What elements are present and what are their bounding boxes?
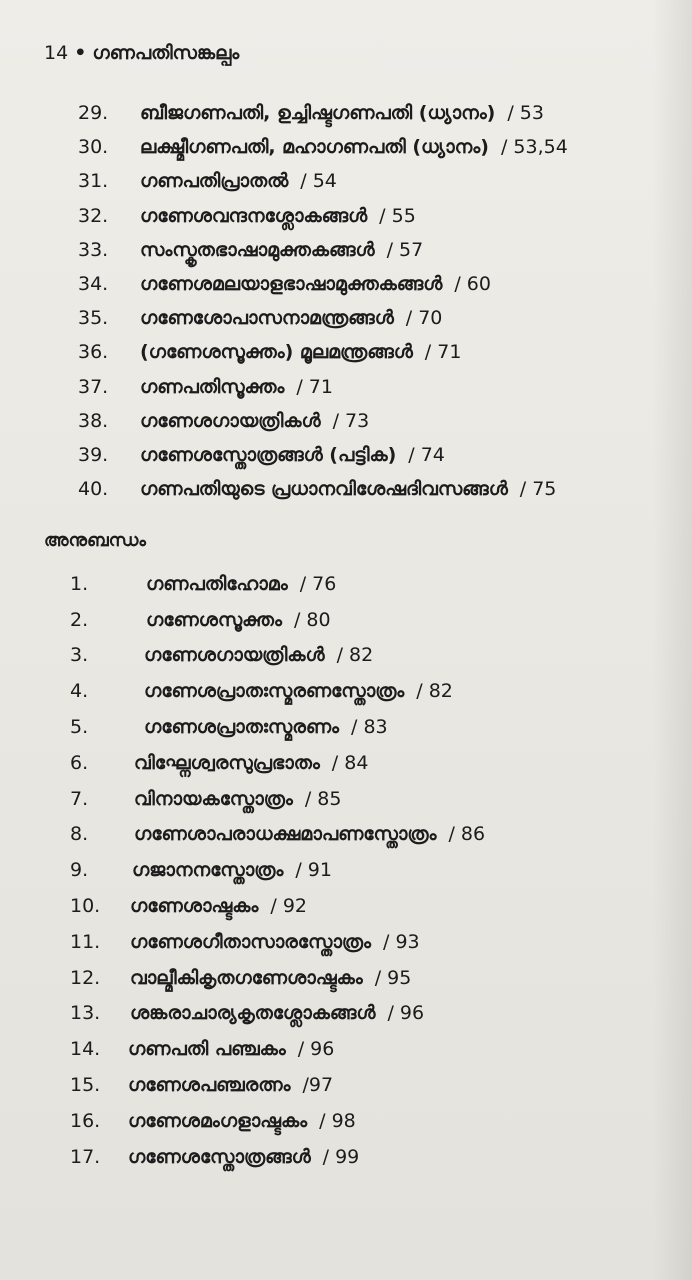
entry-number: 39.: [78, 443, 109, 466]
entry-page: / 80: [293, 608, 331, 631]
entry-number: 4.: [70, 680, 89, 703]
entry-page: / 99: [322, 1145, 360, 1168]
entry-number: 37.: [78, 375, 109, 398]
entry-title: ഗണപതിപ്രാതൽ: [140, 170, 289, 193]
entry-page: / 82: [416, 680, 453, 703]
entry-number: 31.: [78, 170, 109, 193]
entry-title: ഗണേശസൂക്തം: [146, 608, 282, 631]
entry-title: വിനായകസ്തോത്രം: [134, 787, 293, 810]
entry-number: 11.: [70, 930, 101, 953]
entry-page: / 96: [297, 1038, 335, 1061]
toc-entry: [0, 370, 692, 404]
appendix-entry: [0, 888, 692, 924]
entry-title: ഗണേശപ്രാതഃസ്മരണം: [144, 716, 340, 739]
appendix-entry: [0, 673, 692, 709]
appendix-entry: [0, 1031, 692, 1067]
appendix-entry: [0, 996, 692, 1032]
entry-title: ഗണേശോപാസനാമന്ത്രങ്ങൾ: [140, 307, 394, 330]
entry-page: /97: [302, 1074, 334, 1097]
entry-page: / 71: [424, 341, 462, 364]
toc-list: [0, 96, 692, 506]
toc-entry: [0, 267, 692, 301]
appendix-entry: [0, 745, 692, 781]
entry-page: / 70: [405, 307, 443, 330]
entry-page: / 76: [299, 572, 337, 595]
appendix-entry: [0, 709, 692, 745]
entry-title: ഗണേശഗായത്രികൾ: [144, 644, 325, 667]
entry-number: 6.: [70, 751, 89, 774]
entry-title: ഗണേശപ്രാതഃസ്മരണസ്തോത്രം: [144, 680, 405, 703]
entry-page: / 95: [374, 966, 412, 989]
entry-number: 36.: [78, 341, 109, 364]
entry-number: 9.: [70, 859, 89, 882]
appendix-entry: [0, 638, 692, 674]
entry-title: സംസ്കൃതഭാഷാമുക്തകങ്ങൾ: [140, 238, 375, 261]
appendix-heading: അനുബന്ധം: [44, 530, 146, 551]
page-edge-shadow: [652, 0, 692, 1280]
entry-number: 10.: [70, 895, 101, 918]
entry-page: / 57: [386, 238, 424, 261]
entry-number: 13.: [70, 1002, 101, 1025]
entry-number: 2.: [70, 608, 89, 631]
entry-page: / 60: [454, 273, 491, 296]
toc-entry: [0, 472, 692, 506]
page-header: [44, 42, 239, 64]
toc-entry: [0, 164, 692, 198]
appendix-entry: [0, 1139, 692, 1175]
entry-number: 15.: [70, 1074, 101, 1097]
entry-page: / 85: [304, 787, 342, 810]
entry-title: ഗണേശഗീതാസാരസ്തോത്രം: [130, 930, 371, 953]
appendix-list: [0, 566, 692, 1175]
appendix-entry: [0, 566, 692, 602]
entry-page: / 82: [336, 644, 374, 667]
appendix-entry: [0, 781, 692, 817]
entry-page: / 74: [408, 443, 445, 466]
entry-page: / 84: [331, 751, 369, 774]
entry-number: 17.: [70, 1145, 101, 1168]
appendix-entry: [0, 852, 692, 888]
entry-number: 1.: [70, 572, 89, 595]
entry-page: / 75: [519, 478, 557, 501]
toc-entry: [0, 199, 692, 233]
entry-page: / 53,54: [500, 136, 568, 159]
entry-page: / 53: [507, 102, 544, 125]
entry-title: ഗണപതിഹോമം: [146, 572, 288, 595]
page-number: 14: [44, 42, 69, 64]
entry-title: വാല്മീകികൃതഗണേശാഷ്ടകം: [130, 966, 363, 989]
entry-page: / 91: [295, 859, 332, 882]
entry-title: ഗണപതി പഞ്ചകം: [128, 1038, 286, 1061]
entry-title: ഗണേശസ്തോത്രങ്ങൾ: [128, 1145, 311, 1168]
entry-number: 8.: [70, 823, 89, 846]
entry-page: / 54: [300, 170, 337, 193]
entry-number: 30.: [78, 136, 109, 159]
entry-number: 34.: [78, 273, 109, 296]
entry-page: / 86: [448, 823, 486, 846]
entry-number: 40.: [78, 478, 109, 501]
entry-number: 16.: [70, 1109, 101, 1132]
entry-page: / 73: [332, 409, 370, 432]
entry-title: ഗണേശമംഗളാഷ്ടകം: [128, 1109, 308, 1132]
toc-entry: [0, 438, 692, 472]
toc-entry: [0, 335, 692, 369]
entry-page: / 96: [387, 1002, 425, 1025]
entry-number: 5.: [70, 716, 89, 739]
entry-number: 35.: [78, 307, 109, 330]
entry-title: ലക്ഷ്മീഗണപതി, മഹാഗണപതി (ധ്യാനം): [140, 136, 489, 159]
entry-title: ബീജഗണപതി, ഉച്ചിഷ്ടഗണപതി (ധ്യാനം): [140, 102, 496, 125]
entry-title: ഗണേശാപരാധക്ഷമാപണസ്തോത്രം: [134, 823, 437, 846]
appendix-entry: [0, 602, 692, 638]
entry-number: 38.: [78, 409, 109, 432]
entry-number: 3.: [70, 644, 89, 667]
entry-number: 12.: [70, 966, 101, 989]
toc-entry: [0, 130, 692, 164]
entry-number: 14.: [70, 1038, 101, 1061]
toc-entry: [0, 404, 692, 438]
entry-number: 29.: [78, 102, 109, 125]
entry-title: വിഘ്നേശ്വരസുപ്രഭാതം: [134, 751, 320, 774]
entry-number: 7.: [70, 787, 89, 810]
entry-page: / 71: [296, 375, 333, 398]
appendix-entry: [0, 817, 692, 853]
toc-entry: [0, 233, 692, 267]
entry-page: / 98: [319, 1109, 356, 1132]
entry-number: 32.: [78, 204, 109, 227]
appendix-entry: [0, 924, 692, 960]
entry-title: ഗണേശഗായത്രികൾ: [140, 409, 321, 432]
appendix-entry: [0, 960, 692, 996]
entry-title: ഗണേശവന്ദനശ്ലോകങ്ങൾ: [140, 204, 368, 227]
toc-entry: [0, 301, 692, 335]
entry-title: (ഗണേശസൂക്തം) മൂലമന്ത്രങ്ങൾ: [140, 341, 413, 364]
entry-title: ഗണേശസ്തോത്രങ്ങൾ (പട്ടിക): [140, 443, 397, 466]
toc-entry: [0, 96, 692, 130]
book-title: ഗണപതിസങ്കല്പം: [92, 42, 240, 64]
entry-page: / 55: [379, 204, 416, 227]
entry-title: ഗണേശപഞ്ചരത്നം: [128, 1074, 291, 1097]
entry-title: ഗണപതിസൂക്തം: [140, 375, 285, 398]
entry-title: ഗണപതിയുടെ പ്രധാനവിശേഷദിവസങ്ങൾ: [140, 478, 508, 501]
entry-number: 33.: [78, 238, 109, 261]
entry-title: ഗജാനനസ്തോത്രം: [132, 859, 284, 882]
entry-page: / 83: [351, 716, 388, 739]
appendix-entry: [0, 1067, 692, 1103]
header-separator: •: [74, 42, 87, 64]
entry-page: / 93: [383, 930, 420, 953]
entry-title: ഗണേശാഷ്ടകം: [130, 895, 259, 918]
entry-title: ഗണേശമലയാളഭാഷാമുക്തകങ്ങൾ: [140, 273, 443, 296]
entry-page: / 92: [270, 895, 308, 918]
entry-title: ശങ്കരാചാര്യകൃതശ്ലോകങ്ങൾ: [130, 1002, 376, 1025]
appendix-entry: [0, 1103, 692, 1139]
